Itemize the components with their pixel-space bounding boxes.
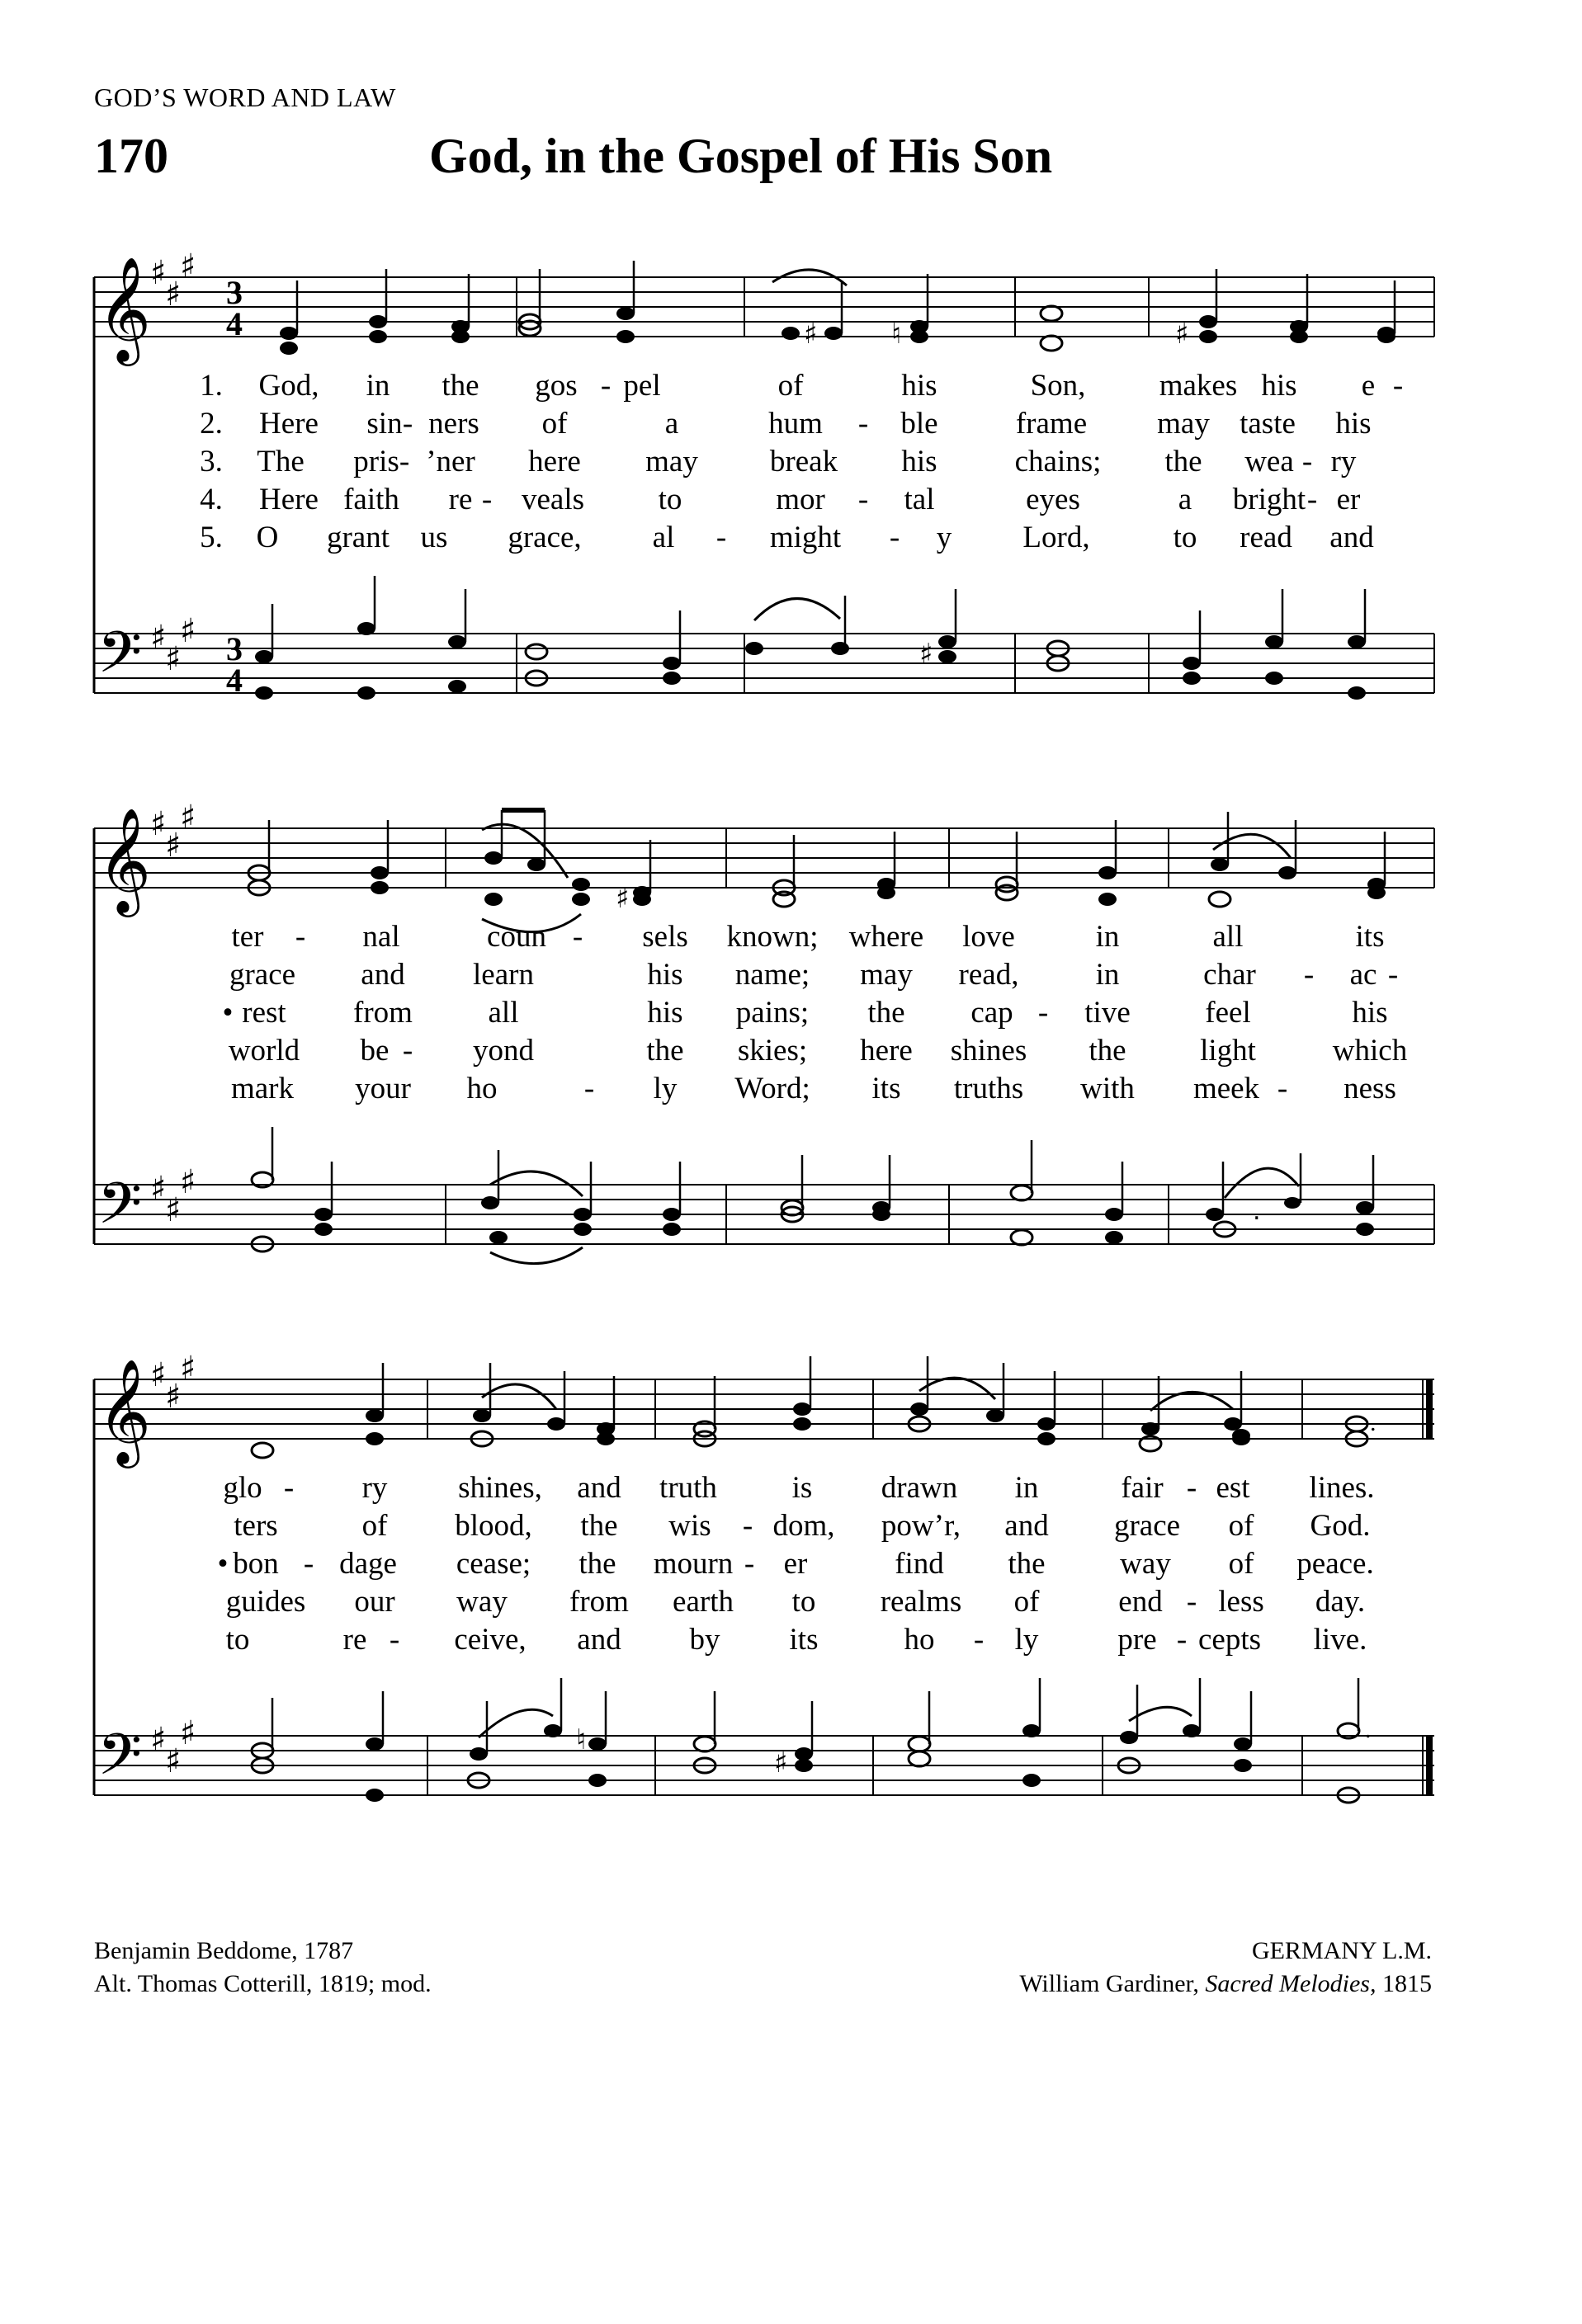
svg-text:♯: ♯ [180, 1714, 196, 1752]
lyric-syllable: pains; [735, 996, 810, 1030]
music-system-2 [94, 799, 1434, 1261]
lyric-syllable: the [1089, 1034, 1126, 1068]
svg-text:𝄢: 𝄢 [97, 1170, 143, 1251]
lyric-syllable: 2. [200, 407, 223, 441]
svg-text:♯: ♯ [774, 1747, 788, 1780]
svg-text:♯: ♯ [150, 619, 167, 657]
lyric-syllable: ’ner [426, 445, 475, 478]
svg-text:♯: ♯ [165, 640, 182, 678]
svg-text:𝄢: 𝄢 [97, 1721, 143, 1802]
lyric-syllable: a [664, 407, 679, 441]
lyric-syllable: his [647, 958, 683, 992]
lyric-syllable: taste [1240, 407, 1296, 441]
lyric-syllable: - [715, 521, 727, 554]
lyric-syllable: - [1176, 1623, 1188, 1657]
lyric-syllable: its [1355, 920, 1385, 954]
hymn-number: 170 [94, 129, 168, 183]
lyric-syllable: may [1157, 407, 1210, 441]
lyric-syllable: light [1200, 1034, 1256, 1068]
verse-4-row [94, 1584, 1434, 1620]
lyric-syllable: and [577, 1623, 621, 1657]
lyric-syllable: - [1392, 369, 1404, 403]
lyric-syllable: grace [1113, 1509, 1181, 1543]
lyric-syllable: chains; [1014, 445, 1102, 478]
lyric-syllable: - [389, 1623, 400, 1657]
verse-2-row [94, 406, 1434, 442]
lyric-syllable: learn [473, 958, 534, 992]
svg-text:♯: ♯ [180, 799, 196, 837]
lyric-syllable: pow’r, [881, 1509, 961, 1543]
text-alteration: Alt. Thomas Cotterill, 1819; mod. [94, 1970, 432, 1997]
lyric-syllable: Here [259, 407, 319, 441]
lyric-syllable: in [366, 369, 390, 403]
lyric-syllable: hum [768, 407, 823, 441]
lyric-syllable: a [1178, 483, 1192, 516]
lyric-syllable: 3. [200, 445, 223, 478]
lyric-syllable: from [569, 1585, 629, 1619]
verse-1-row [94, 368, 1434, 404]
lyric-syllable: of [777, 369, 804, 403]
verse-4-row [94, 1033, 1434, 1069]
lyric-syllable: end [1118, 1585, 1163, 1619]
lyric-syllable: all [488, 996, 519, 1030]
lyric-syllable: grace [229, 958, 296, 992]
lyric-syllable: - [1037, 996, 1049, 1030]
music-system-3 [94, 1350, 1434, 1861]
lyric-syllable: us [420, 521, 448, 554]
lyric-syllable: ho [904, 1623, 935, 1657]
text-credits [94, 1935, 432, 2001]
lyric-syllable: sels [642, 920, 688, 954]
lyric-syllable: ly [1014, 1623, 1039, 1657]
lyric-syllable: read, [958, 958, 1019, 992]
svg-text:𝄞: 𝄞 [97, 256, 152, 361]
lyric-syllable: - [402, 1034, 413, 1068]
lyric-syllable: O [256, 521, 279, 554]
lyric-syllable: way [1120, 1547, 1171, 1581]
lyric-syllable: er [1336, 483, 1361, 516]
lyric-syllable: of [1228, 1547, 1254, 1581]
lyric-syllable: - [402, 407, 413, 441]
tune-credits [1019, 1935, 1432, 2001]
lyric-syllable: the [1164, 445, 1202, 478]
lyric-syllable: shines, [458, 1471, 542, 1505]
lyric-syllable: Word; [734, 1072, 810, 1105]
lyric-syllable: re [342, 1623, 367, 1657]
lyric-syllable: cepts [1197, 1623, 1262, 1657]
tune-name: GERMANY L.M. [1251, 1937, 1432, 1964]
lyric-syllable: known; [726, 920, 819, 954]
lyric-syllable: est [1216, 1471, 1250, 1505]
lyric-syllable: - [973, 1623, 985, 1657]
lyric-syllable: ac [1349, 958, 1377, 992]
lyric-syllable: cease; [456, 1547, 531, 1581]
lyric-syllable: ter [231, 920, 264, 954]
lyric-syllable: ry [1330, 445, 1357, 478]
lyric-syllable: dom, [772, 1509, 835, 1543]
lyric-syllable: yond [473, 1034, 534, 1068]
lyric-syllable: name; [734, 958, 810, 992]
svg-text:♯: ♯ [919, 638, 933, 671]
lyric-syllable: be [360, 1034, 390, 1068]
lyric-syllable: his [1335, 407, 1372, 441]
svg-text:3: 3 [226, 630, 243, 667]
lyric-syllable: way [456, 1585, 508, 1619]
lyric-syllable: meek [1192, 1072, 1260, 1105]
lyric-syllable: Son, [1030, 369, 1086, 403]
svg-text:𝄢: 𝄢 [97, 619, 143, 700]
lyric-syllable: in [1014, 1471, 1039, 1505]
lyric-syllable: er [783, 1547, 808, 1581]
lyric-syllable: your [355, 1072, 411, 1105]
lyric-syllable: re [448, 483, 473, 516]
lyric-syllable: ters [234, 1509, 278, 1543]
lyric-syllable: • [222, 996, 234, 1030]
lyric-syllable: of [541, 407, 568, 441]
lyric-syllable: 1. [200, 369, 223, 403]
section-heading: GOD’S WORD AND LAW [94, 82, 396, 112]
lyric-syllable: truth [659, 1471, 717, 1505]
lyric-syllable: - [1306, 483, 1318, 516]
composer: William Gardiner, [1019, 1970, 1199, 1997]
lyric-syllable: grace, [508, 521, 582, 554]
lyric-syllable: nal [362, 920, 400, 954]
lyric-syllable: mourn [653, 1547, 734, 1581]
lyric-syllable: truths [953, 1072, 1024, 1105]
lyric-syllable: - [889, 521, 900, 554]
svg-text:♯: ♯ [165, 1378, 182, 1416]
lyric-syllable: e [1361, 369, 1376, 403]
lyric-syllable: - [1301, 445, 1313, 478]
lyric-syllable: - [1186, 1585, 1197, 1619]
lyric-syllable: lines. [1309, 1471, 1375, 1505]
lyric-syllable: break [769, 445, 838, 478]
lyric-syllable: by [689, 1623, 720, 1657]
svg-text:.: . [1365, 1716, 1372, 1743]
verse-5-row [94, 1071, 1434, 1107]
lyric-syllable: may [645, 445, 698, 478]
lyric-syllable: - [1303, 958, 1315, 992]
lyric-syllable: pre [1117, 1623, 1157, 1657]
lyric-syllable: eyes [1026, 483, 1080, 516]
lyric-syllable: • [217, 1547, 229, 1581]
svg-text:♯: ♯ [150, 1170, 167, 1208]
lyric-syllable: tive [1084, 996, 1131, 1030]
lyric-syllable: Here [259, 483, 319, 516]
lyric-syllable: realms [880, 1585, 962, 1619]
svg-text:♯: ♯ [165, 827, 182, 865]
text-author: Benjamin Beddome, 1787 [94, 1937, 354, 1964]
lyric-syllable: 4. [200, 483, 223, 516]
lyric-syllable: sin [366, 407, 403, 441]
lyric-syllable: live. [1313, 1623, 1367, 1657]
verse-3-row [94, 1546, 1434, 1582]
svg-text:𝄞: 𝄞 [97, 1358, 152, 1464]
svg-text:♯: ♯ [150, 1721, 167, 1759]
lyric-syllable: - [399, 445, 410, 478]
lyric-syllable: love [962, 920, 1015, 954]
lyric-syllable: dage [339, 1547, 397, 1581]
lyric-syllable: and [1004, 1509, 1049, 1543]
verse-3-row [94, 995, 1434, 1031]
lyric-syllable: bright [1232, 483, 1306, 516]
music-system-1 [94, 247, 1434, 709]
lyric-syllable: our [354, 1585, 395, 1619]
lyric-syllable: gos [535, 369, 578, 403]
lyric-syllable: of [361, 1509, 388, 1543]
lyric-syllable: - [600, 369, 612, 403]
lyric-syllable: bon [233, 1547, 279, 1581]
svg-text:♯: ♯ [165, 276, 182, 313]
lyric-syllable: guides [225, 1585, 306, 1619]
lyric-syllable: mor [776, 483, 825, 516]
composer-line [1019, 1968, 1432, 2001]
lyric-syllable: all [1212, 920, 1244, 954]
lyric-syllable: 5. [200, 521, 223, 554]
lyric-syllable: - [583, 1072, 595, 1105]
lyric-syllable: might [769, 521, 842, 554]
svg-text:3: 3 [226, 274, 243, 311]
lyric-syllable: which [1332, 1034, 1408, 1068]
lyric-syllable: pel [623, 369, 661, 403]
verse-2-row [94, 957, 1434, 993]
verse-3-row [94, 444, 1434, 480]
lyric-syllable: the [442, 369, 479, 403]
svg-text:♯: ♯ [150, 1356, 167, 1394]
svg-text:♯: ♯ [165, 1191, 182, 1229]
svg-text:♯: ♯ [1175, 318, 1189, 351]
lyric-syllable: the [867, 996, 905, 1030]
svg-text:♮: ♮ [576, 1723, 587, 1756]
lyric-syllable: - [303, 1547, 314, 1581]
lyric-syllable: shines [950, 1034, 1027, 1068]
lyric-syllable: cap [970, 996, 1013, 1030]
lyric-syllable: coun [487, 920, 546, 954]
lyric-syllable: feel [1205, 996, 1251, 1030]
svg-text:𝄞: 𝄞 [97, 807, 152, 912]
lyric-syllable: - [295, 920, 306, 954]
lyric-syllable: frame [1015, 407, 1088, 441]
lyric-syllable: ble [900, 407, 938, 441]
svg-text:♯: ♯ [165, 1742, 182, 1780]
lyric-syllable: y [936, 521, 952, 554]
svg-text:4: 4 [226, 305, 243, 342]
svg-text:♯: ♯ [616, 882, 630, 915]
lyric-syllable: his [901, 445, 937, 478]
lyric-syllable: - [283, 1471, 295, 1505]
composer-source: Sacred Melodies, [1205, 1970, 1377, 1997]
svg-text:.: . [1370, 1409, 1377, 1436]
lyric-syllable: wis [668, 1509, 711, 1543]
lyric-syllable: wea [1244, 445, 1294, 478]
lyric-syllable: grant [326, 521, 390, 554]
lyric-syllable: char [1203, 958, 1256, 992]
verse-1-row [94, 919, 1434, 955]
lyric-syllable: peace. [1296, 1547, 1374, 1581]
lyric-syllable: the [1008, 1547, 1046, 1581]
svg-text:4: 4 [226, 662, 243, 699]
lyric-syllable: tal [904, 483, 935, 516]
lyric-syllable: the [578, 1547, 616, 1581]
lyric-syllable: world [228, 1034, 300, 1068]
lyric-syllable: al [652, 521, 675, 554]
svg-text:♯: ♯ [180, 612, 196, 650]
lyric-syllable: - [742, 1509, 753, 1543]
verse-4-row [94, 482, 1434, 518]
lyric-syllable: mark [230, 1072, 295, 1105]
lyric-syllable: his [1261, 369, 1297, 403]
lyric-syllable: in [1095, 920, 1120, 954]
lyric-syllable: - [572, 920, 583, 954]
lyric-syllable: skies; [737, 1034, 808, 1068]
lyric-syllable: The [257, 445, 305, 478]
lyric-syllable: may [860, 958, 913, 992]
lyric-syllable: drawn [881, 1471, 958, 1505]
svg-text:♮: ♮ [891, 318, 902, 351]
lyric-syllable: God, [258, 369, 319, 403]
verse-5-row [94, 1622, 1434, 1658]
svg-text:♯: ♯ [150, 254, 167, 292]
lyric-syllable: of [1013, 1585, 1040, 1619]
lyric-syllable: fair [1121, 1471, 1164, 1505]
lyric-syllable: to [225, 1623, 250, 1657]
lyric-syllable: God. [1310, 1509, 1371, 1543]
lyric-syllable: - [1277, 1072, 1288, 1105]
lyric-syllable: is [791, 1471, 813, 1505]
lyric-syllable: its [871, 1072, 901, 1105]
lyric-syllable: faith [343, 483, 399, 516]
lyric-syllable: from [353, 996, 413, 1030]
lyric-syllable: ness [1344, 1072, 1396, 1105]
lyric-syllable: his [647, 996, 683, 1030]
svg-text:♯: ♯ [804, 318, 818, 351]
lyric-syllable: with [1080, 1072, 1135, 1105]
verse-2-row [94, 1508, 1434, 1544]
svg-text:♯: ♯ [180, 247, 196, 285]
lyric-syllable: - [857, 483, 869, 516]
lyric-syllable: veals [521, 483, 585, 516]
lyric-syllable: ners [428, 407, 479, 441]
lyric-syllable: ly [653, 1072, 678, 1105]
lyric-syllable: ry [361, 1471, 388, 1505]
lyric-syllable: to [658, 483, 682, 516]
lyric-syllable: in [1095, 958, 1120, 992]
svg-text:.: . [1253, 1197, 1261, 1226]
svg-text:♯: ♯ [150, 805, 167, 843]
lyric-syllable: earth [673, 1585, 734, 1619]
lyric-syllable: read [1240, 521, 1292, 554]
lyric-syllable: his [1352, 996, 1388, 1030]
lyric-syllable: glo [223, 1471, 262, 1505]
lyric-syllable: find [895, 1547, 944, 1581]
svg-text:♯: ♯ [180, 1350, 196, 1388]
lyric-syllable: the [580, 1509, 618, 1543]
lyric-syllable: here [860, 1034, 913, 1068]
lyric-syllable: - [1186, 1471, 1197, 1505]
lyric-syllable: rest [242, 996, 286, 1030]
lyric-syllable: less [1218, 1585, 1264, 1619]
lyric-syllable: - [857, 407, 869, 441]
lyric-syllable: its [789, 1623, 819, 1657]
lyric-syllable: pris [353, 445, 399, 478]
lyric-syllable: - [744, 1547, 755, 1581]
lyric-syllable: - [1387, 958, 1399, 992]
svg-text:♯: ♯ [180, 1163, 196, 1201]
lyric-syllable: here [528, 445, 581, 478]
lyric-syllable: blood, [455, 1509, 532, 1543]
lyric-syllable: and [361, 958, 405, 992]
verse-5-row [94, 520, 1434, 556]
composer-year: 1815 [1382, 1970, 1432, 1997]
lyric-syllable: and [1329, 521, 1374, 554]
hymn-title: God, in the Gospel of His Son [429, 129, 1053, 183]
lyric-syllable: the [646, 1034, 684, 1068]
lyric-syllable: of [1228, 1509, 1254, 1543]
lyric-syllable: to [791, 1585, 816, 1619]
verse-1-row [94, 1470, 1434, 1506]
lyric-syllable: ceive, [454, 1623, 527, 1657]
lyric-syllable: Lord, [1022, 521, 1090, 554]
lyric-syllable: and [577, 1471, 621, 1505]
lyric-syllable: to [1173, 521, 1197, 554]
lyric-syllable: makes [1159, 369, 1238, 403]
lyric-syllable: where [848, 920, 924, 954]
lyric-syllable: - [481, 483, 493, 516]
lyric-syllable: day. [1315, 1585, 1366, 1619]
lyric-syllable: his [901, 369, 937, 403]
lyric-syllable: ho [466, 1072, 498, 1105]
